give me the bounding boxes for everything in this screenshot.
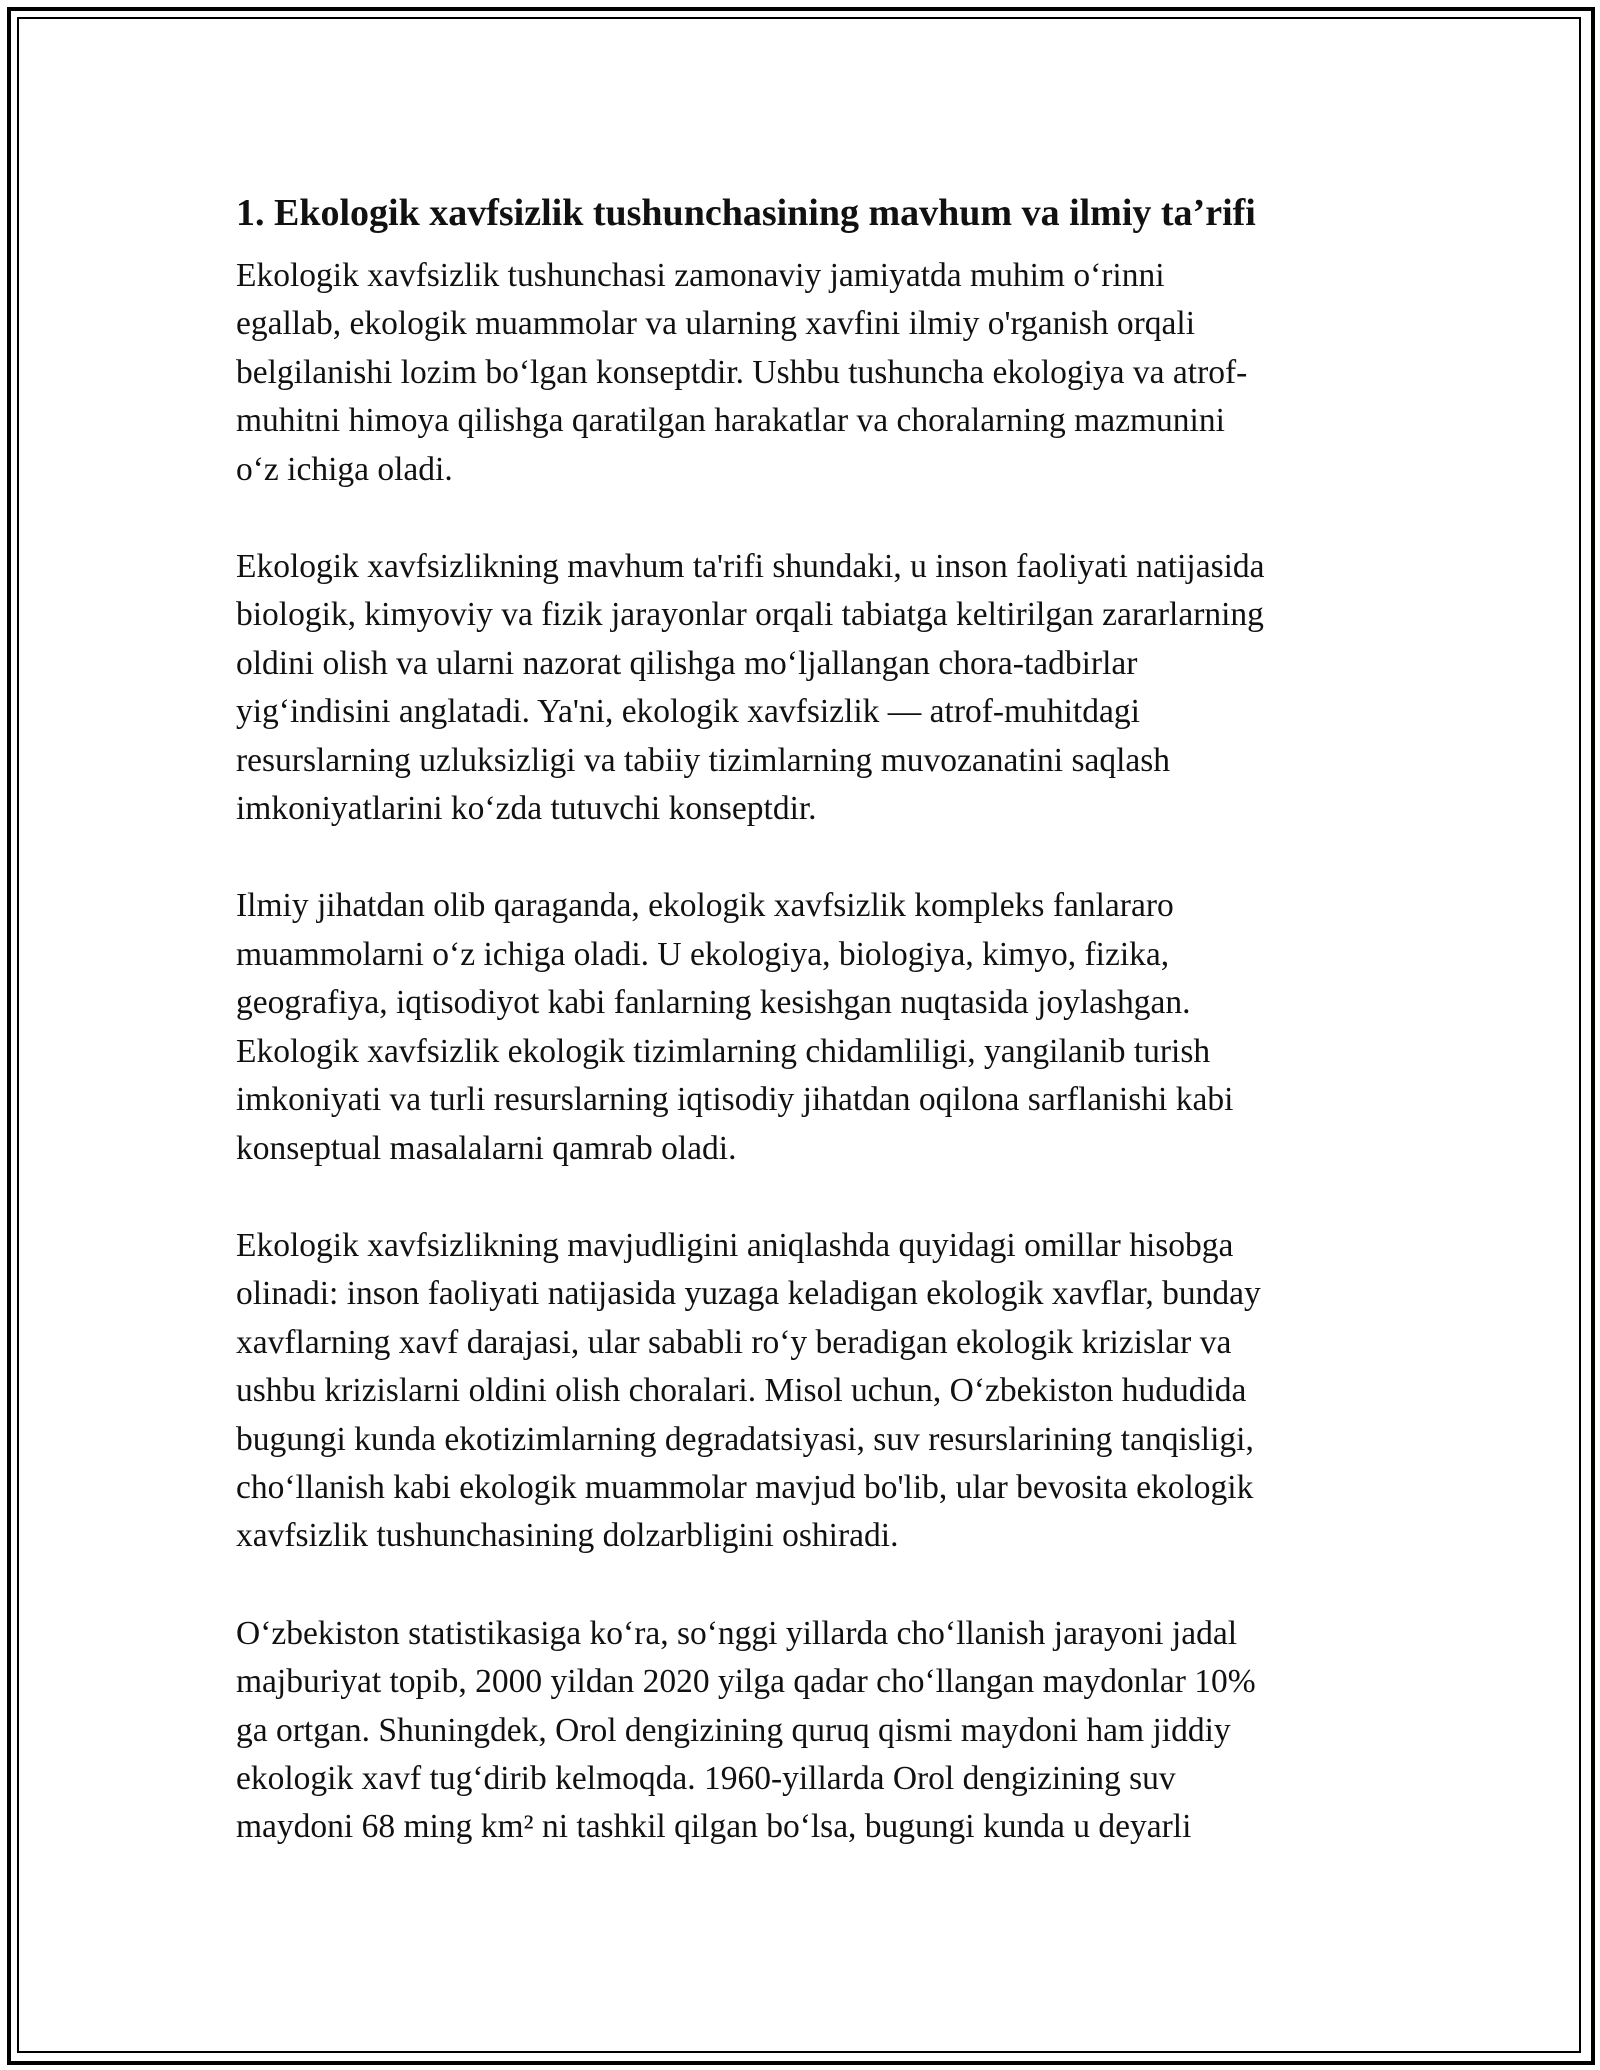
paragraph-line: bugungi kunda ekotizimlarning degradatsiyasi, suv resurslarining tanqisligi, bbox=[236, 1420, 1254, 1458]
paragraph-line: geografiya, iqtisodiyot kabi fanlarning kesishgan nuqtasida joylashgan. bbox=[236, 984, 1191, 1022]
paragraph-line: oldini olish va ularni nazorat qilishga mo‘ljallangan chora-tadbirlar bbox=[236, 644, 1138, 682]
paragraph-line: muammolarni o‘z ichiga oladi. U ekologiya, biologiya, kimyo, fizika, bbox=[236, 935, 1170, 973]
paragraph bbox=[236, 1222, 1376, 1561]
section-heading: 1. Ekologik xavfsizlik tushunchasining mavhum va ilmiy ta’rifi bbox=[236, 192, 1256, 234]
paragraph-line: egallab, ekologik muammolar va ularning xavfini ilmiy o'rganish orqali bbox=[236, 305, 1196, 343]
paragraph bbox=[236, 1610, 1376, 1852]
paragraph-line: belgilanishi lozim bo‘lgan konseptdir. Ushbu tushuncha ekologiya va atrof- bbox=[236, 353, 1248, 391]
paragraph-line: imkoniyati va turli resurslarning iqtisodiy jihatdan oqilona sarflanishi kabi bbox=[236, 1081, 1234, 1119]
paragraph-line: Ilmiy jihatdan olib qaraganda, ekologik xavfsizlik kompleks fanlararo bbox=[236, 887, 1174, 925]
paragraph-line: O‘zbekiston statistikasiga ko‘ra, so‘nggi yillarda cho‘llanish jarayoni jadal bbox=[236, 1614, 1238, 1652]
paragraph-line: olinadi: inson faoliyati natijasida yuzaga keladigan ekologik xavflar, bunday bbox=[236, 1275, 1261, 1313]
document-body bbox=[236, 188, 1376, 1901]
paragraph bbox=[236, 543, 1376, 833]
paragraph-line: ga ortgan. Shuningdek, Orol dengizining quruq qismi maydoni ham jiddiy bbox=[236, 1711, 1231, 1749]
paragraph-line: Ekologik xavfsizlikning mavhum ta'rifi shundaki, u inson faoliyati natijasida bbox=[236, 548, 1265, 586]
paragraph-line: muhitni himoya qilishga qaratilgan harakatlar va choralarning mazmunini bbox=[236, 402, 1225, 440]
paragraph-line: xavflarning xavf darajasi, ular sababli ro‘y beradigan ekologik krizislar va bbox=[236, 1323, 1232, 1361]
paragraph-line: resurslarning uzluksizligi va tabiiy tizimlarning muvozanatini saqlash bbox=[236, 741, 1171, 779]
paragraph-line: konseptual masalalarni qamrab oladi. bbox=[236, 1129, 737, 1167]
paragraph-line: maydoni 68 ming km² ni tashkil qilgan bo‘lsa, bugungi kunda u deyarli bbox=[236, 1808, 1192, 1846]
paragraph-line: majburiyat topib, 2000 yildan 2020 yilga qadar cho‘llangan maydonlar 10% bbox=[236, 1663, 1256, 1701]
paragraph-line: Ekologik xavfsizlikning mavjudligini aniqlashda quyidagi omillar hisobga bbox=[236, 1226, 1234, 1264]
paragraph-line: Ekologik xavfsizlik ekologik tizimlarning chidamliligi, yangilanib turish bbox=[236, 1032, 1211, 1070]
paragraph-line: cho‘llanish kabi ekologik muammolar mavjud bo'lib, ular bevosita ekologik bbox=[236, 1468, 1254, 1506]
paragraph-list bbox=[236, 252, 1376, 1852]
paragraph bbox=[236, 252, 1376, 494]
paragraph bbox=[236, 882, 1376, 1172]
paragraph-line: yig‘indisini anglatadi. Ya'ni, ekologik xavfsizlik — atrof-muhitdagi bbox=[236, 693, 1140, 731]
paragraph-line: xavfsizlik tushunchasining dolzarbligini oshiradi. bbox=[236, 1517, 899, 1555]
paragraph-line: ushbu krizislarni oldini olish choralari. Misol uchun, O‘zbekiston hududida bbox=[236, 1372, 1247, 1410]
paragraph-line: biologik, kimyoviy va fizik jarayonlar orqali tabiatga keltirilgan zararlarning bbox=[236, 596, 1264, 634]
paragraph-line: o‘z ichiga oladi. bbox=[236, 450, 453, 488]
paragraph-line: Ekologik xavfsizlik tushunchasi zamonaviy jamiyatda muhim o‘rinni bbox=[236, 257, 1165, 294]
paragraph-line: ekologik xavf tug‘dirib kelmoqda. 1960-yillarda Orol dengizining suv bbox=[236, 1759, 1176, 1797]
paragraph-line: imkoniyatlarini ko‘zda tutuvchi konseptdir. bbox=[236, 790, 817, 828]
